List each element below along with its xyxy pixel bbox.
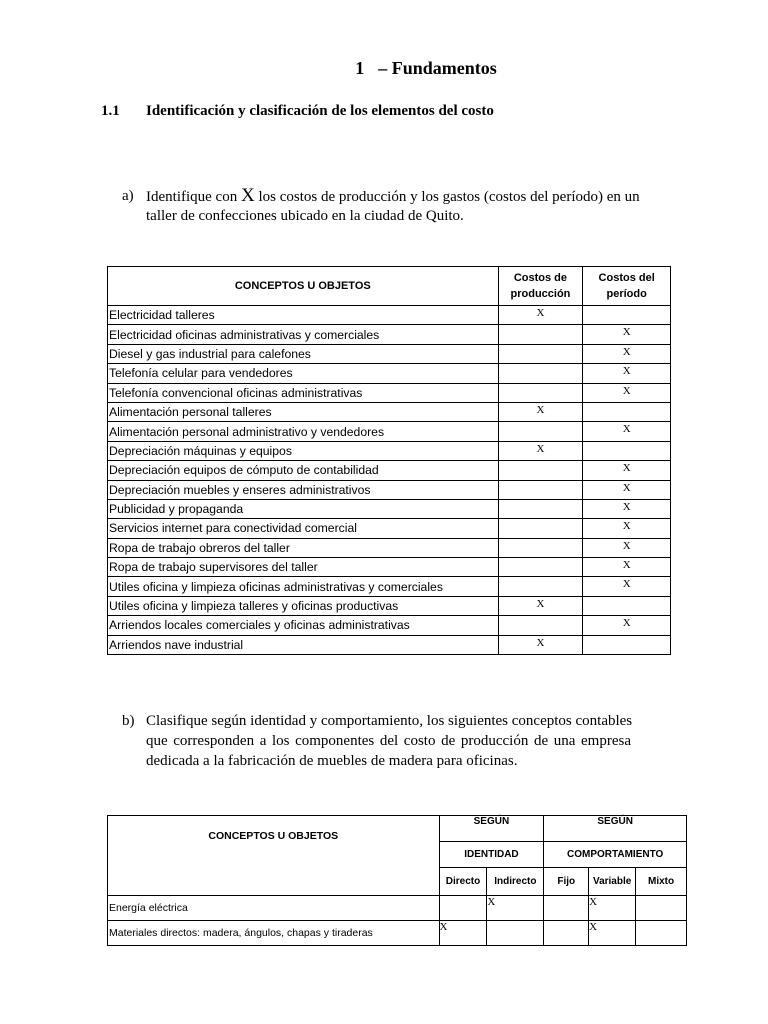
period-cost-mark: X [583, 325, 671, 344]
period-cost-mark: X [583, 422, 671, 441]
concept-cell: Telefonía convencional oficinas administrativas [108, 383, 499, 402]
production-cost-mark [498, 480, 583, 499]
table-row [108, 558, 671, 577]
header-production-line2: producción [510, 288, 571, 300]
header-identidad: IDENTIDAD [439, 842, 544, 868]
header-fijo: Fijo [544, 868, 589, 896]
header-variable: Variable [589, 868, 636, 896]
concept-cell: Depreciación muebles y enseres administrativos [108, 480, 499, 499]
header-indirecto: Indirecto [487, 868, 544, 896]
concept-cell: Arriendos nave industrial [108, 635, 499, 654]
table-row [108, 635, 671, 654]
concept-cell: Electricidad talleres [108, 306, 499, 325]
production-cost-mark: X [498, 596, 583, 615]
instruction-b-line3: dedicada a la fabricación de muebles de madera para oficinas. [146, 753, 518, 769]
production-cost-mark: X [498, 306, 583, 325]
directo-mark [439, 896, 487, 921]
production-cost-mark [498, 383, 583, 402]
directo-mark: X [439, 921, 487, 946]
concept-cell: Energía eléctrica [108, 896, 440, 921]
mixto-mark [636, 896, 687, 921]
indirecto-mark [487, 921, 544, 946]
table-row [108, 896, 687, 921]
mixto-mark [636, 921, 687, 946]
header-segun-identidad: SEGÚN [439, 816, 544, 842]
header-segun-comportamiento: SEGÚN [544, 816, 687, 842]
item-label-a: a) [122, 188, 134, 204]
production-cost-mark [498, 558, 583, 577]
period-cost-mark [583, 402, 671, 421]
x-mark-symbol: X [240, 185, 255, 206]
table-row [108, 364, 671, 383]
concept-cell: Materiales directos: madera, ángulos, chapas y tiraderas [108, 921, 440, 946]
concept-cell: Alimentación personal administrativo y vendedores [108, 422, 499, 441]
production-cost-mark [498, 538, 583, 557]
concept-cell: Utiles oficina y limpieza oficinas administrativas y comerciales [108, 577, 499, 596]
subsection-title: Identificación y clasificación de los elementos del costo [146, 103, 494, 119]
production-cost-mark [498, 461, 583, 480]
table-row [108, 616, 671, 635]
concept-cell: Publicidad y propaganda [108, 499, 499, 518]
period-cost-mark: X [583, 344, 671, 363]
concept-cell: Utiles oficina y limpieza talleres y oficinas productivas [108, 596, 499, 615]
costs-classification-table [107, 266, 671, 655]
table-row [108, 538, 671, 557]
section-number: 1 [355, 58, 365, 78]
table-row [108, 577, 671, 596]
production-cost-mark [498, 364, 583, 383]
subsection-number: 1.1 [101, 103, 120, 119]
header-mixto: Mixto [636, 868, 687, 896]
production-cost-mark [498, 499, 583, 518]
header-directo: Directo [439, 868, 487, 896]
concept-cell: Diesel y gas industrial para calefones [108, 344, 499, 363]
fijo-mark [544, 896, 589, 921]
header-concepts-2: CONCEPTOS U OBJETOS [108, 816, 440, 896]
instruction-b-line1: Clasifique según identidad y comportamiento, los siguientes conceptos contables [146, 713, 633, 729]
production-cost-mark [498, 577, 583, 596]
section-title: – Fundamentos [378, 58, 497, 78]
table-row [108, 596, 671, 615]
table-row [108, 499, 671, 518]
concept-cell: Servicios internet para conectividad comercial [108, 519, 499, 538]
section-heading [0, 58, 768, 79]
production-cost-mark: X [498, 441, 583, 460]
concept-cell: Electricidad oficinas administrativas y comerciales [108, 325, 499, 344]
period-cost-mark: X [583, 577, 671, 596]
header-period-line2: período [606, 288, 647, 300]
table-row [108, 441, 671, 460]
concept-cell: Ropa de trabajo supervisores del taller [108, 558, 499, 577]
period-cost-mark: X [583, 364, 671, 383]
concept-cell: Telefonía celular para vendedores [108, 364, 499, 383]
behavior-classification-table [107, 815, 687, 946]
table-row [108, 383, 671, 402]
instruction-a-text-post: los costos de producción y los gastos (costos del período) en un [254, 189, 640, 205]
production-cost-mark [498, 422, 583, 441]
header-concepts: CONCEPTOS U OBJETOS [108, 267, 499, 306]
instruction-b-line2: que corresponden a los componentes del costo de producción de una empresa [146, 733, 631, 749]
concept-cell: Depreciación equipos de cómputo de contabilidad [108, 461, 499, 480]
instruction-a [0, 186, 768, 228]
instruction-a-line2: taller de confecciones ubicado en la ciudad de Quito. [146, 208, 464, 224]
header-production-line1: Costos de [513, 272, 568, 284]
header-period-line1: Costos del [598, 272, 655, 284]
production-cost-mark [498, 325, 583, 344]
instruction-a-text-pre: Identifique con [146, 189, 241, 205]
period-cost-mark: X [583, 616, 671, 635]
table-header-row [108, 267, 671, 306]
period-cost-mark: X [583, 480, 671, 499]
period-cost-mark: X [583, 499, 671, 518]
table-row [108, 402, 671, 421]
table-row [108, 422, 671, 441]
period-cost-mark: X [583, 519, 671, 538]
table-row [108, 480, 671, 499]
variable-mark: X [589, 921, 636, 946]
table-row [108, 461, 671, 480]
indirecto-mark: X [487, 896, 544, 921]
concept-cell: Depreciación máquinas y equipos [108, 441, 499, 460]
concept-cell: Ropa de trabajo obreros del taller [108, 538, 499, 557]
table-row [108, 921, 687, 946]
header-period-costs [583, 267, 671, 306]
table-row [108, 306, 671, 325]
production-cost-mark: X [498, 402, 583, 421]
table-row [108, 325, 671, 344]
period-cost-mark [583, 306, 671, 325]
production-cost-mark [498, 519, 583, 538]
header-production-costs [498, 267, 583, 306]
period-cost-mark [583, 441, 671, 460]
concept-cell: Alimentación personal talleres [108, 402, 499, 421]
period-cost-mark [583, 596, 671, 615]
period-cost-mark: X [583, 558, 671, 577]
production-cost-mark [498, 616, 583, 635]
fijo-mark [544, 921, 589, 946]
period-cost-mark: X [583, 461, 671, 480]
production-cost-mark [498, 344, 583, 363]
concept-cell: Arriendos locales comerciales y oficinas administrativas [108, 616, 499, 635]
table-row [108, 344, 671, 363]
item-label-b: b) [122, 713, 135, 729]
period-cost-mark: X [583, 538, 671, 557]
production-cost-mark: X [498, 635, 583, 654]
variable-mark: X [589, 896, 636, 921]
period-cost-mark [583, 635, 671, 654]
header-comportamiento: COMPORTAMIENTO [544, 842, 687, 868]
period-cost-mark: X [583, 383, 671, 402]
instruction-b [0, 711, 768, 773]
subsection-heading [0, 103, 768, 123]
instruction-a-line1 [146, 186, 640, 207]
table-row [108, 519, 671, 538]
